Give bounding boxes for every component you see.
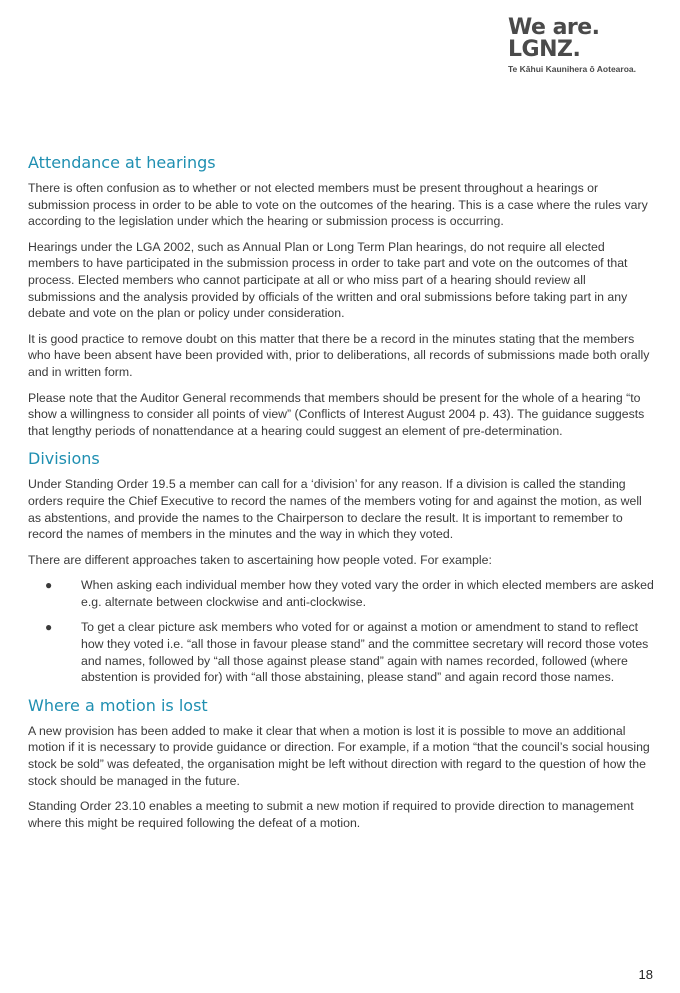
lgnz-logo bbox=[508, 17, 658, 74]
logo-line-1: We are. bbox=[508, 15, 600, 40]
logo-line-2: LGNZ. bbox=[508, 37, 581, 62]
page-number: 18 bbox=[638, 967, 653, 982]
paragraph: Hearings under the LGA 2002, such as Annual Plan or Long Term Plan hearings, do not require all elected members to have participated in the submission process in order to take part and vote on the outcomes of that process. Elected members who cannot participate at all or who miss part of a hearing should review all submissions and the analysis provided by officials of the written and oral submissions before taking part in any debate and vote on the plan or policy under consideration. bbox=[28, 239, 628, 321]
section-heading: Where a motion is lost bbox=[28, 695, 208, 715]
paragraph: It is good practice to remove doubt on this matter that there be a record in the minutes stating that the members who have been absent have been provided with, prior to deliberations, all records of submissions made both orally and in written form. bbox=[28, 331, 650, 379]
bullet-list bbox=[28, 577, 654, 686]
list-item bbox=[28, 577, 654, 610]
section-heading: Attendance at hearings bbox=[28, 153, 216, 172]
paragraph: There are different approaches taken to ascertaining how people voted. For example: bbox=[28, 552, 492, 567]
paragraph: A new provision has been added to make it clear that when a motion is lost it is possible to move an additional motion if it is necessary to provide guidance or direction. For example, if a motion “that the council’s social housing stock be sold” was defeated, the organisation might be left without direction with regard to the question of how the stock should be managed in the future. bbox=[28, 723, 650, 788]
section-heading: Divisions bbox=[28, 449, 100, 469]
section-attendance-at-hearings bbox=[28, 152, 654, 439]
list-item bbox=[28, 619, 654, 685]
paragraph: Under Standing Order 19.5 a member can call for a ‘division’ for any reason. If a division is called the standing orders require the Chief Executive to record the names of the members voting for and against the motion, as well as abstentions, and provide the names to the Chairperson to declare the result. It is important to remember to record the names of members in the minutes and the way in which they voted. bbox=[28, 477, 642, 542]
paragraph: Please note that the Auditor General recommends that members should be present for the whole of a hearing “to show a willingness to consider all points of view” (Conflicts of Interest August 2004 p. 43). The guidance suggests that lengthy periods of nonattendance at a hearing could suggest an element of pre-determination. bbox=[28, 390, 645, 438]
list-item-text: When asking each individual member how they voted vary the order in which elected members are asked e.g. alternate between clockwise and anti-clockwise. bbox=[81, 578, 654, 609]
section-where-a-motion-is-lost bbox=[28, 695, 654, 832]
list-item-text: To get a clear picture ask members who voted for or against a motion or amendment to stand to reflect how they voted i.e. “all those in favour please stand” and the committee secretary will record those votes and names, followed by “all those against please stand” again with names recorded, followed (where abstention is provided for) with “all those abstaining, please stand” and again record those names. bbox=[81, 620, 649, 685]
bullet-icon: ● bbox=[45, 620, 53, 635]
section-divisions bbox=[28, 448, 654, 686]
logo-tagline: Te Kāhui Kaunihera ō Aotearoa. bbox=[508, 64, 636, 74]
paragraph: Standing Order 23.10 enables a meeting to submit a new motion if required to provide direction to management where this might be required following the defeat of a motion. bbox=[28, 799, 634, 830]
document-body bbox=[28, 152, 654, 840]
bullet-icon: ● bbox=[45, 578, 53, 593]
paragraph: There is often confusion as to whether or not elected members must be present throughout a hearings or submission process in order to be able to vote on the outcomes of the hearing. This is a case where the rules vary according to the legislation under which the hearing or submission process is occurring. bbox=[28, 181, 648, 229]
